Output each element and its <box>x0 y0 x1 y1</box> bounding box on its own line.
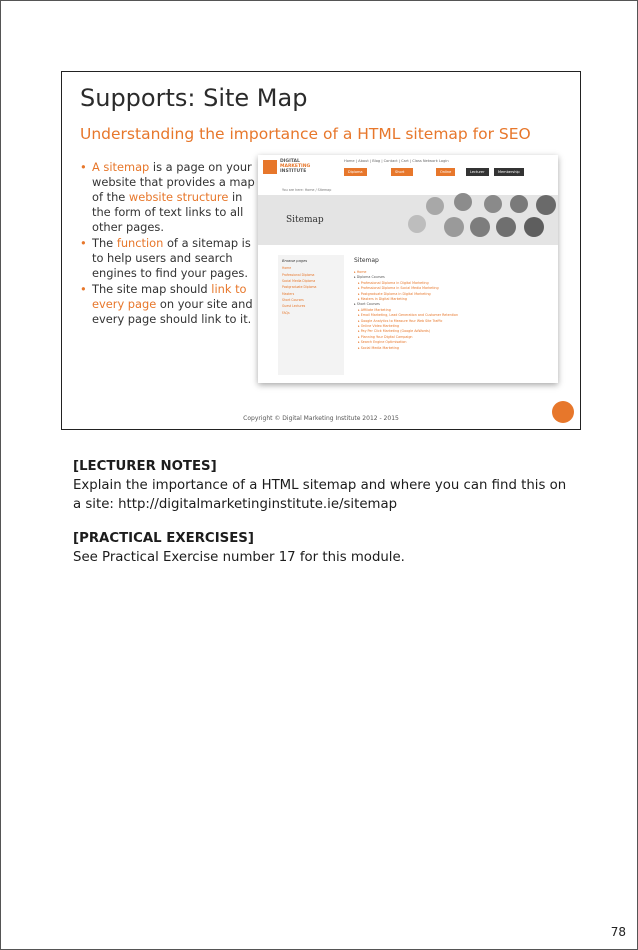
sidebar-item: Postgraduate Diploma <box>282 285 317 290</box>
practical-exercises-text: See Practical Exercise number 17 for this module. <box>73 550 405 565</box>
bullet-dot-icon: • <box>80 160 87 174</box>
bullet-item <box>80 282 258 327</box>
sitemap-link: ▸ Affiliate Marketing <box>358 307 391 312</box>
bullet-text: in the form of text links to all other pages. <box>92 190 244 234</box>
slide-copyright: Copyright © Digital Marketing Institute 2012 - 2015 <box>243 415 399 422</box>
sitemap-link: ▸ Diploma Courses <box>354 275 385 280</box>
site-sidebar <box>278 255 344 375</box>
sidebar-item: Home <box>282 266 292 271</box>
website-screenshot <box>258 155 558 383</box>
site-banner <box>258 195 558 245</box>
bullet-item <box>80 160 258 235</box>
nav-online: Online <box>436 168 455 176</box>
sidebar-item: FAQs <box>282 310 290 315</box>
decor-circle-icon <box>408 215 426 233</box>
sitemap-link: ▸ Home <box>354 270 367 274</box>
bullet-highlight: link to every page <box>92 282 247 311</box>
site-top-links: Home | About | Blog | Contact | Cart | Class Network Login <box>344 159 449 163</box>
nav-lecturer: Lecturer <box>466 168 489 176</box>
camera-icon <box>496 217 516 237</box>
decor-circle-icon <box>454 193 472 211</box>
dmi-corner-logo-icon <box>552 401 574 423</box>
sitemap-link: ▸ Masters in Digital Marketing <box>358 297 407 302</box>
decor-circle-icon <box>524 217 544 237</box>
sitemap-link: ▸ Search Engine Optimisation <box>358 340 407 345</box>
bullet-text: of a sitemap is to help users and search engines to find your pages. <box>92 236 251 280</box>
notes-section <box>73 457 573 567</box>
bullet-text: The site map should <box>92 282 212 296</box>
dmi-logo-icon <box>263 160 277 174</box>
bullet-item <box>80 236 258 281</box>
bullet-dot-icon: • <box>80 236 87 250</box>
sitemap-link: ▸ Short Courses <box>354 302 380 307</box>
site-main <box>354 257 544 351</box>
slide-image <box>61 71 581 430</box>
sidebar-title: Browse pages <box>282 259 308 263</box>
slide-title: Supports: Site Map <box>80 84 308 112</box>
bullet-text: The <box>92 236 117 250</box>
nav-diploma: Diploma Courses <box>344 168 367 176</box>
site-header <box>258 155 558 183</box>
site-breadcrumb: You are here: Home / Sitemap <box>282 188 332 192</box>
page-number: 78 <box>610 925 626 939</box>
lecturer-notes-text: Explain the importance of a HTML sitemap and where you can find this on a site: http://digitalmarketinginstitute.ie/sitemap <box>73 478 567 512</box>
decor-circle-icon <box>484 195 502 213</box>
bullet-highlight: website structure <box>128 190 229 204</box>
sitemap-link: ▸ Postgraduate Diploma in Digital Marketing <box>358 291 431 296</box>
sitemap-heading: Sitemap <box>354 257 379 264</box>
bullet-dot-icon: • <box>80 282 87 296</box>
banner-title: Sitemap <box>286 215 324 225</box>
sitemap-link: ▸ Planning Your Digital Campaign <box>358 334 413 339</box>
sidebar-item: Short Courses <box>282 298 304 303</box>
sitemap-link: ▸ Online Video Marketing <box>358 324 400 329</box>
sitemap-link: ▸ Professional Diploma in Digital Marketing <box>358 280 429 285</box>
sitemap-link: ▸ Pay Per Click Marketing (Google AdWords) <box>358 329 430 334</box>
sidebar-item: Guest Lectures <box>282 304 306 309</box>
decor-circle-icon <box>510 195 528 213</box>
bullet-text: on your site and every page should link to it. <box>92 297 253 326</box>
linkedin-icon <box>470 217 490 237</box>
sitemap-link: ▸ Social Media Marketing <box>358 345 399 350</box>
slide-subtitle: Understanding the importance of a HTML sitemap for SEO <box>80 125 531 143</box>
facebook-icon <box>444 217 464 237</box>
bullet-highlight: A sitemap <box>92 160 150 174</box>
sitemap-link-list <box>354 270 544 351</box>
sitemap-link: ▸ Email Marketing, Lead Generation and Customer Retention <box>358 313 459 318</box>
decor-circle-icon <box>536 195 556 215</box>
sitemap-link: ▸ Professional Diploma in Social Media Marketing <box>358 286 439 291</box>
lecturer-notes-heading: [LECTURER NOTES] <box>73 459 217 474</box>
site-logo-text: DIGITAL MARKETING INSTITUTE <box>280 159 311 174</box>
bullet-text: is a page on your website that provides a map of the <box>92 160 255 204</box>
nav-membership: Membership <box>494 168 524 176</box>
sidebar-item: Social Media Diploma <box>282 278 316 283</box>
bullet-highlight: function <box>116 236 164 250</box>
sitemap-link: ▸ Google Analytics to Measure Your Web Site Traffic <box>358 318 443 323</box>
sidebar-item: Masters <box>282 291 295 296</box>
sidebar-item: Professional Diploma <box>282 272 315 277</box>
decor-circle-icon <box>426 197 444 215</box>
nav-short: Short Courses <box>391 168 413 176</box>
bullet-list <box>80 160 258 328</box>
practical-exercises-heading: [PRACTICAL EXERCISES] <box>73 531 254 546</box>
